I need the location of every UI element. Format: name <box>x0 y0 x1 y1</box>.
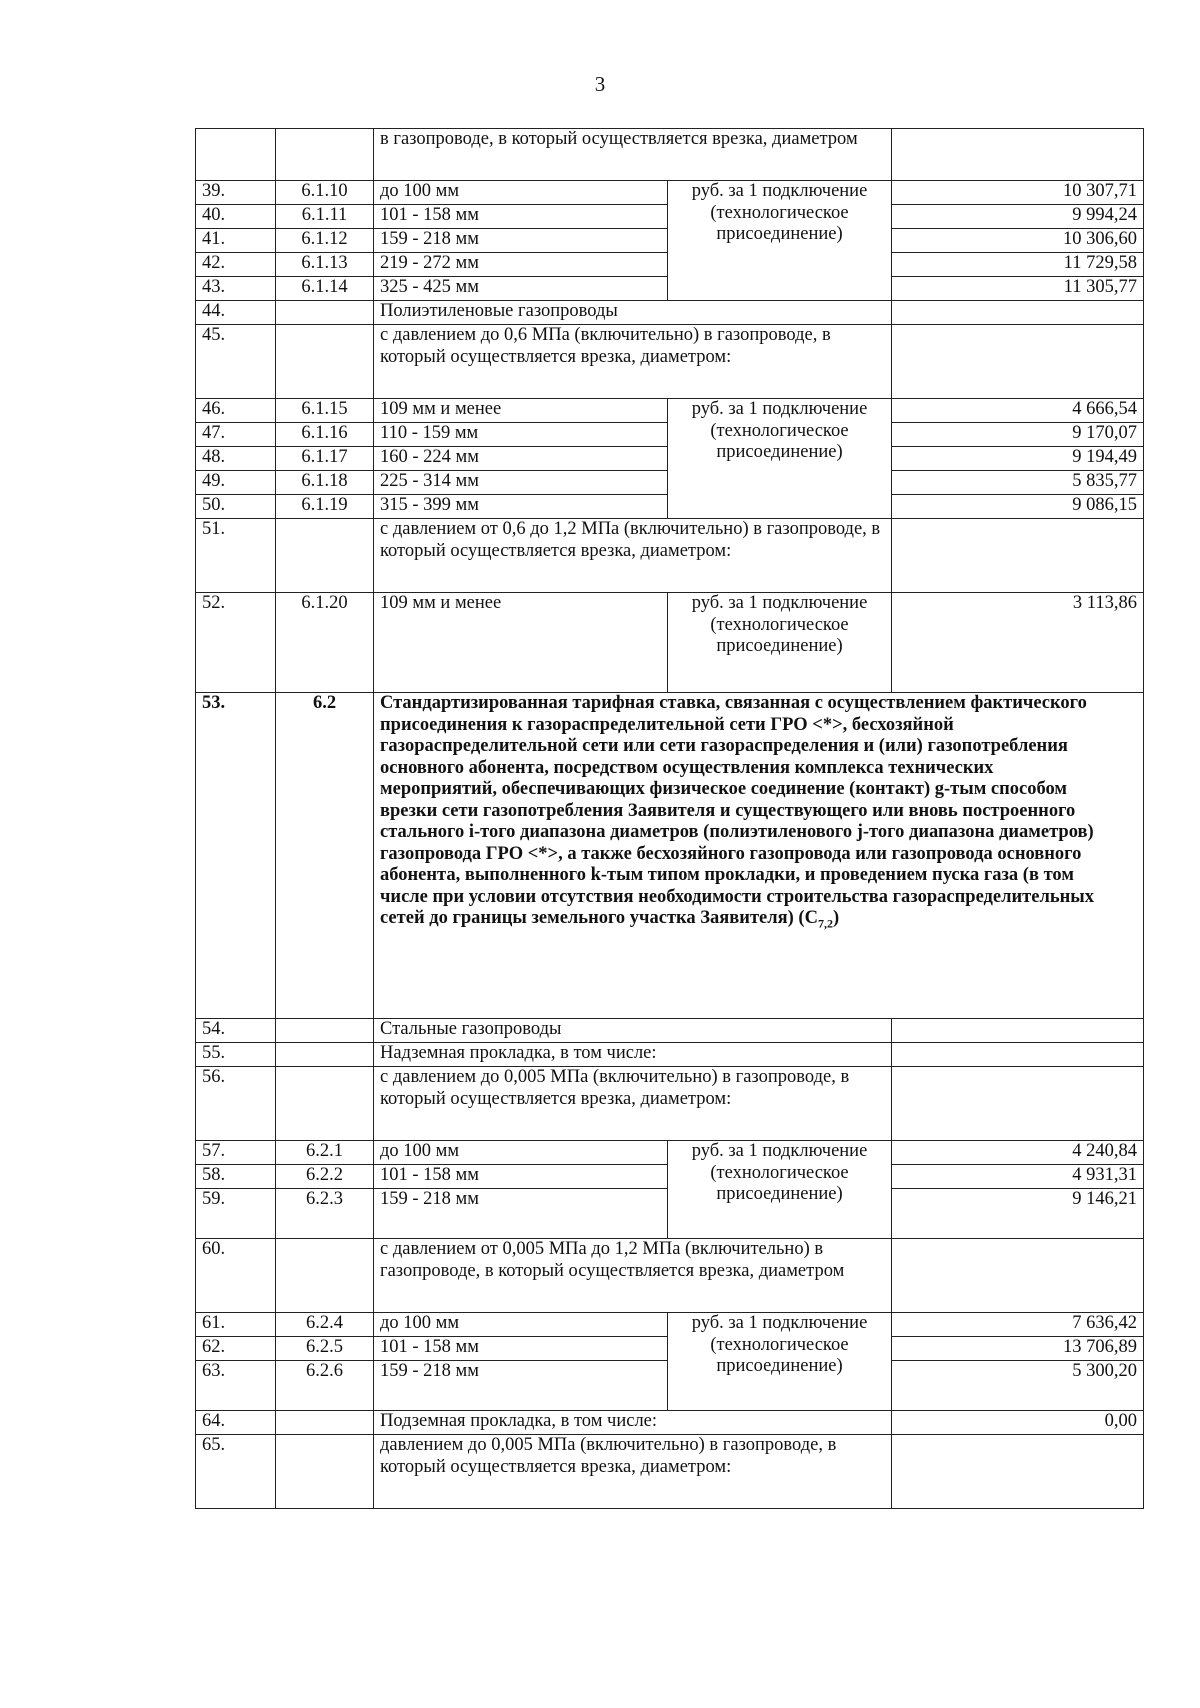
row-code <box>276 301 374 325</box>
tariff-table <box>195 128 1144 1509</box>
row-value: 9 994,24 <box>892 205 1144 229</box>
row-value <box>892 1067 1144 1141</box>
table-row <box>196 181 1144 205</box>
row-number: 55. <box>196 1043 276 1067</box>
table-row <box>196 519 1144 593</box>
row-code <box>276 1239 374 1313</box>
row-description: 110 - 159 мм <box>374 423 668 447</box>
row-value: 4 931,31 <box>892 1165 1144 1189</box>
row-value: 9 146,21 <box>892 1189 1144 1239</box>
row-description: с давлением до 0,6 МПа (включительно) в газопроводе, в который осуществляется врезка, диаметром: <box>374 325 892 399</box>
row-number: 61. <box>196 1313 276 1337</box>
table-row <box>196 301 1144 325</box>
table-row <box>196 1141 1144 1165</box>
row-code: 6.1.17 <box>276 447 374 471</box>
row-description: 315 - 399 мм <box>374 495 668 519</box>
row-description <box>374 693 1144 1019</box>
page-number: 3 <box>594 72 606 96</box>
row-value <box>892 129 1144 181</box>
row-unit: руб. за 1 подключение (технологическое присоединение) <box>668 1313 892 1411</box>
row-code <box>276 1067 374 1141</box>
row-description: 219 - 272 мм <box>374 253 668 277</box>
row-description-subscript: 7,2 <box>817 916 833 931</box>
row-number: 53. <box>196 693 276 1019</box>
row-code: 6.1.20 <box>276 593 374 693</box>
row-description: с давлением до 0,005 МПа (включительно) в газопроводе, в который осуществляется врезка, диаметром: <box>374 1067 892 1141</box>
row-code: 6.1.12 <box>276 229 374 253</box>
row-description: до 100 мм <box>374 181 668 205</box>
row-description: 109 мм и менее <box>374 593 668 693</box>
row-value <box>892 301 1144 325</box>
row-code: 6.1.11 <box>276 205 374 229</box>
row-value: 4 666,54 <box>892 399 1144 423</box>
row-number: 47. <box>196 423 276 447</box>
row-description: 159 - 218 мм <box>374 229 668 253</box>
row-number: 65. <box>196 1435 276 1509</box>
row-description-text: Стандартизированная тарифная ставка, связанная с осуществлением фактического присоединения к газораспределительной сети ГРО <*>, бесхозяйной газораспределительной сети или сети газораспределения и (или) газопотребления основного абонента, посредством осуществления комплекса технических мероприятий, обеспечивающих физическое соединение (контакт) g-тым способом врезки сети газопотребления Заявителя и существующего или вновь построенного стального i-того диапазона диаметров (полиэтиленового j-того диапазона диаметров) газопровода ГРО <*>, а также бесхозяйного газопровода или газопровода основного абонента, выполненного k-тым типом прокладки, и проведением пуска газа (в том числе при условии отсутствия необходимости строительства газораспределительных сетей до границы земельного участка Заявителя) (С <box>380 693 1094 928</box>
row-number <box>196 129 276 181</box>
row-code: 6.1.10 <box>276 181 374 205</box>
row-value: 11 729,58 <box>892 253 1144 277</box>
row-value: 11 305,77 <box>892 277 1144 301</box>
row-description: давлением до 0,005 МПа (включительно) в газопроводе, в который осуществляется врезка, диаметром: <box>374 1435 892 1509</box>
row-value <box>892 1019 1144 1043</box>
row-value: 3 113,86 <box>892 593 1144 693</box>
row-number: 40. <box>196 205 276 229</box>
row-value: 4 240,84 <box>892 1141 1144 1165</box>
row-number: 41. <box>196 229 276 253</box>
row-number: 39. <box>196 181 276 205</box>
row-code <box>276 519 374 593</box>
row-description: Стальные газопроводы <box>374 1019 892 1043</box>
row-value: 9 086,15 <box>892 495 1144 519</box>
table-row <box>196 1239 1144 1313</box>
row-description: 101 - 158 мм <box>374 1165 668 1189</box>
row-number: 48. <box>196 447 276 471</box>
row-value <box>892 519 1144 593</box>
row-number: 58. <box>196 1165 276 1189</box>
row-number: 64. <box>196 1411 276 1435</box>
row-description: в газопроводе, в который осуществляется врезка, диаметром <box>374 129 892 181</box>
row-value: 5 300,20 <box>892 1361 1144 1411</box>
table-row <box>196 129 1144 181</box>
row-description: 109 мм и менее <box>374 399 668 423</box>
table-row <box>196 325 1144 399</box>
row-description: 101 - 158 мм <box>374 205 668 229</box>
row-value <box>892 1043 1144 1067</box>
row-code <box>276 325 374 399</box>
row-number: 44. <box>196 301 276 325</box>
table-row <box>196 1067 1144 1141</box>
row-number: 63. <box>196 1361 276 1411</box>
row-number: 60. <box>196 1239 276 1313</box>
row-code: 6.1.14 <box>276 277 374 301</box>
row-code: 6.1.19 <box>276 495 374 519</box>
row-description: 160 - 224 мм <box>374 447 668 471</box>
row-number: 42. <box>196 253 276 277</box>
row-number: 51. <box>196 519 276 593</box>
row-code: 6.2.2 <box>276 1165 374 1189</box>
row-number: 59. <box>196 1189 276 1239</box>
row-value: 9 170,07 <box>892 423 1144 447</box>
row-unit: руб. за 1 подключение (технологическое присоединение) <box>668 1141 892 1239</box>
row-description: с давлением от 0,6 до 1,2 МПа (включительно) в газопроводе, в который осуществляется врезка, диаметром: <box>374 519 892 593</box>
row-description: 225 - 314 мм <box>374 471 668 495</box>
row-description: Полиэтиленовые газопроводы <box>374 301 892 325</box>
row-number: 49. <box>196 471 276 495</box>
row-value: 0,00 <box>892 1411 1144 1435</box>
row-number: 50. <box>196 495 276 519</box>
row-value: 10 307,71 <box>892 181 1144 205</box>
row-description: Подземная прокладка, в том числе: <box>374 1411 892 1435</box>
row-value <box>892 325 1144 399</box>
row-value <box>892 1435 1144 1509</box>
row-code <box>276 1019 374 1043</box>
row-description: 325 - 425 мм <box>374 277 668 301</box>
row-number: 54. <box>196 1019 276 1043</box>
row-value: 10 306,60 <box>892 229 1144 253</box>
row-code <box>276 1411 374 1435</box>
row-code: 6.2.3 <box>276 1189 374 1239</box>
row-code: 6.2.6 <box>276 1361 374 1411</box>
row-number: 52. <box>196 593 276 693</box>
table-row <box>196 1019 1144 1043</box>
row-value: 13 706,89 <box>892 1337 1144 1361</box>
row-description: 159 - 218 мм <box>374 1361 668 1411</box>
row-code: 6.2.1 <box>276 1141 374 1165</box>
row-code: 6.1.18 <box>276 471 374 495</box>
row-number: 46. <box>196 399 276 423</box>
row-unit: руб. за 1 подключение (технологическое присоединение) <box>668 181 892 301</box>
table-row <box>196 693 1144 1019</box>
row-number: 45. <box>196 325 276 399</box>
row-code: 6.2.5 <box>276 1337 374 1361</box>
table-row <box>196 399 1144 423</box>
row-number: 57. <box>196 1141 276 1165</box>
row-code: 6.1.16 <box>276 423 374 447</box>
row-description: 159 - 218 мм <box>374 1189 668 1239</box>
table-row <box>196 1043 1144 1067</box>
table-row <box>196 1313 1144 1337</box>
row-value <box>892 1239 1144 1313</box>
row-description: до 100 мм <box>374 1141 668 1165</box>
table-row <box>196 593 1144 693</box>
table-row <box>196 1411 1144 1435</box>
row-number: 43. <box>196 277 276 301</box>
row-value: 5 835,77 <box>892 471 1144 495</box>
row-unit: руб. за 1 подключение (технологическое присоединение) <box>668 593 892 693</box>
row-code <box>276 129 374 181</box>
row-number: 56. <box>196 1067 276 1141</box>
row-description: с давлением от 0,005 МПа до 1,2 МПа (включительно) в газопроводе, в который осуществляется врезка, диаметром <box>374 1239 892 1313</box>
row-code: 6.2.4 <box>276 1313 374 1337</box>
row-description: Надземная прокладка, в том числе: <box>374 1043 892 1067</box>
row-value: 7 636,42 <box>892 1313 1144 1337</box>
row-code <box>276 1043 374 1067</box>
row-code: 6.1.15 <box>276 399 374 423</box>
row-code: 6.2 <box>276 693 374 1019</box>
row-code <box>276 1435 374 1509</box>
row-number: 62. <box>196 1337 276 1361</box>
row-value: 9 194,49 <box>892 447 1144 471</box>
row-code: 6.1.13 <box>276 253 374 277</box>
table-row <box>196 1435 1144 1509</box>
row-description: 101 - 158 мм <box>374 1337 668 1361</box>
row-description-end: ) <box>832 908 840 928</box>
row-unit: руб. за 1 подключение (технологическое присоединение) <box>668 399 892 519</box>
row-description: до 100 мм <box>374 1313 668 1337</box>
